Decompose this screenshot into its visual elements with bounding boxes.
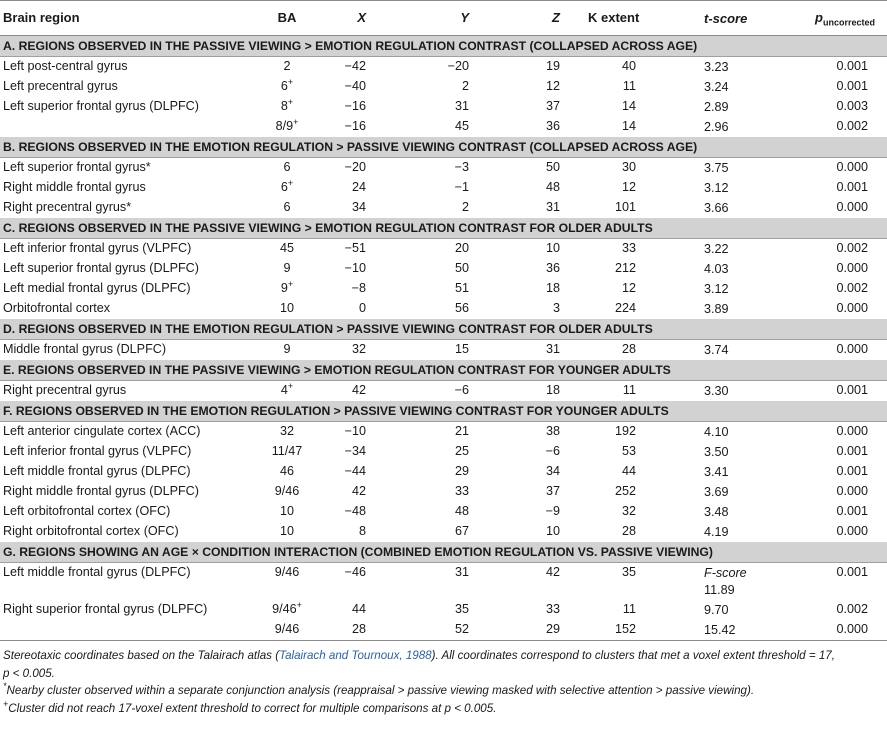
cell-ba-value: 2 (283, 59, 291, 73)
cell-y: 31 (454, 565, 469, 579)
cell-ba (250, 622, 324, 636)
table-row (0, 381, 887, 401)
cell-x: 42 (351, 383, 366, 397)
cell-score (704, 342, 764, 359)
cell-ba-value: 6 (280, 180, 288, 194)
cell-z: −6 (545, 444, 560, 458)
cell-ba (250, 200, 324, 214)
cell-p-value: 0.000 (836, 160, 868, 174)
cell-k-extent: 40 (621, 59, 636, 73)
cell-p-value: 0.001 (836, 383, 868, 397)
cell-z: 36 (545, 119, 560, 133)
cell-p-value: 0.001 (836, 504, 868, 518)
cell-ba (250, 278, 324, 295)
cell-k-extent: 53 (621, 444, 636, 458)
cell-score (704, 241, 764, 258)
cell-y: −20 (447, 59, 469, 73)
cell-z: 12 (545, 79, 560, 93)
cell-brain-region: Right orbitofrontal cortex (OFC) (3, 524, 179, 538)
cell-ba (250, 484, 324, 498)
cell-score-value: 11.89 (704, 583, 735, 597)
cell-score (704, 602, 764, 619)
table-row (0, 158, 887, 178)
cell-y: 21 (454, 424, 469, 438)
cell-x: −42 (344, 59, 366, 73)
cell-ba (250, 177, 324, 194)
cell-score-value: 2.89 (704, 100, 729, 114)
table-row (0, 259, 887, 279)
cell-ba-mark: + (287, 76, 294, 87)
cell-brain-region: Left inferior frontal gyrus (VLPFC) (3, 444, 192, 458)
cell-y: −1 (454, 180, 469, 194)
cell-y: 48 (454, 504, 469, 518)
cell-y: 25 (454, 444, 469, 458)
table-row (0, 462, 887, 482)
cell-p-value: 0.000 (836, 261, 868, 275)
cell-brain-region: Right precentral gyrus* (3, 200, 132, 214)
cell-score-value: 3.41 (704, 465, 729, 479)
cell-y: 33 (454, 484, 469, 498)
cell-ba-value: 8/9 (275, 119, 294, 133)
cell-ba (250, 464, 324, 478)
header-brain-region: Brain region (3, 10, 80, 25)
table-row (0, 340, 887, 360)
cell-y: 51 (454, 281, 469, 295)
cell-ba-value: 9 (283, 342, 291, 356)
header-y: Y (460, 10, 469, 25)
cell-brain-region: Left middle frontal gyrus (DLPFC) (3, 464, 191, 478)
cell-k-extent: 33 (621, 241, 636, 255)
cell-k-extent: 152 (614, 622, 636, 636)
note-coordinates-text-b: ). All coordinates correspond to clusters that met a voxel extent threshold = 17, (431, 649, 835, 662)
cell-x: −44 (344, 464, 366, 478)
note-plus (3, 700, 884, 718)
note-star-mark: * (3, 681, 7, 692)
cell-y: 50 (454, 261, 469, 275)
cell-z: 31 (545, 200, 560, 214)
cell-score-value: 3.22 (704, 242, 729, 256)
cell-x: −40 (344, 79, 366, 93)
cell-x: −48 (344, 504, 366, 518)
table-body (0, 36, 887, 640)
cell-p-value: 0.001 (836, 79, 868, 93)
cell-brain-region: Middle frontal gyrus (DLPFC) (3, 342, 167, 356)
cell-ba-mark: + (287, 177, 294, 188)
cell-y: 20 (454, 241, 469, 255)
cell-brain-region: Left precentral gyrus (3, 79, 118, 93)
cell-score-value: 3.89 (704, 302, 729, 316)
cell-ba (250, 599, 324, 616)
cell-p-value: 0.000 (836, 484, 868, 498)
cell-ba (250, 380, 324, 397)
cell-score-value: 3.50 (704, 445, 729, 459)
cell-score-value: 4.10 (704, 425, 729, 439)
cell-score-value: 3.12 (704, 282, 729, 296)
cell-k-extent: 32 (621, 504, 636, 518)
cell-z: 50 (545, 160, 560, 174)
cell-z: 48 (545, 180, 560, 194)
cell-brain-region: Left superior frontal gyrus (DLPFC) (3, 99, 199, 113)
cell-k-extent: 28 (621, 524, 636, 538)
cell-z: 10 (545, 524, 560, 538)
cell-ba-mark: + (287, 96, 294, 107)
cell-y: 35 (454, 602, 469, 616)
cell-k-extent: 14 (621, 119, 636, 133)
cell-score (704, 484, 764, 501)
cell-ba-value: 8 (280, 99, 288, 113)
header-k-extent: K extent (588, 10, 640, 25)
section-title: E. REGIONS OBSERVED IN THE PASSIVE VIEWING > EMOTION REGULATION CONTRAST FOR YOUNGER ADULTS (0, 360, 887, 381)
cell-brain-region: Left post-central gyrus (3, 59, 128, 73)
table-row (0, 77, 887, 97)
cell-y: 2 (461, 79, 469, 93)
cell-ba (250, 116, 324, 133)
cell-z: −9 (545, 504, 560, 518)
header-ba: BA (277, 10, 297, 25)
cell-ba-value: 9/46 (274, 484, 300, 498)
cell-y: −6 (454, 383, 469, 397)
note-citation-link[interactable]: Talairach and Tournoux, 1988 (279, 649, 432, 662)
cell-brain-region: Left medial frontal gyrus (DLPFC) (3, 281, 191, 295)
cell-score-value: 4.03 (704, 262, 729, 276)
cell-z: 38 (545, 424, 560, 438)
cell-z: 10 (545, 241, 560, 255)
cell-ba (250, 444, 324, 458)
section-title: D. REGIONS OBSERVED IN THE EMOTION REGULATION > PASSIVE VIEWING CONTRAST FOR OLDER ADULTS (0, 319, 887, 340)
cell-p-value: 0.001 (836, 59, 868, 73)
cell-score-label: F-score (704, 566, 747, 580)
cell-p-value: 0.002 (836, 281, 868, 295)
header-t-score-label: t-score (704, 11, 748, 26)
cell-k-extent: 252 (614, 484, 636, 498)
cell-y: 52 (454, 622, 469, 636)
table-row (0, 299, 887, 319)
cell-ba (250, 261, 324, 275)
cell-ba-mark: + (287, 380, 294, 391)
cell-z: 36 (545, 261, 560, 275)
table-row (0, 239, 887, 259)
cell-k-extent: 44 (621, 464, 636, 478)
cell-ba (250, 301, 324, 315)
cell-z: 19 (545, 59, 560, 73)
cell-score (704, 464, 764, 481)
table-row (0, 422, 887, 442)
cell-z: 37 (545, 99, 560, 113)
cell-score-value: 3.69 (704, 485, 729, 499)
cell-ba-value: 10 (279, 301, 294, 315)
cell-x: 8 (358, 524, 366, 538)
cell-score-value: 3.66 (704, 201, 729, 215)
cell-p-value: 0.001 (836, 464, 868, 478)
cell-brain-region: Left superior frontal gyrus (DLPFC) (3, 261, 199, 275)
note-plus-text: Cluster did not reach 17-voxel extent threshold to correct for multiple comparisons at p < 0.005. (8, 701, 497, 715)
cell-z: 18 (545, 383, 560, 397)
cell-ba-value: 9 (283, 261, 291, 275)
cell-ba-mark: + (293, 116, 299, 127)
table-row (0, 600, 887, 620)
cell-p-value: 0.000 (836, 524, 868, 538)
cell-score (704, 261, 764, 278)
cell-score-value: 3.75 (704, 161, 729, 175)
table-row (0, 279, 887, 299)
cell-ba-value: 6 (283, 160, 291, 174)
table-row (0, 522, 887, 542)
table-notes (0, 641, 887, 717)
section-title: A. REGIONS OBSERVED IN THE PASSIVE VIEWING > EMOTION REGULATION CONTRAST (COLLAPSED ACROSS AGE) (0, 36, 887, 57)
cell-z: 37 (545, 484, 560, 498)
cell-brain-region: Orbitofrontal cortex (3, 301, 111, 315)
note-threshold: p < 0.005. (3, 666, 55, 680)
cell-score-value: 3.24 (704, 80, 729, 94)
section-title: B. REGIONS OBSERVED IN THE EMOTION REGULATION > PASSIVE VIEWING CONTRAST (COLLAPSED ACROSS AGE) (0, 137, 887, 158)
cell-score-value: 3.74 (704, 343, 729, 357)
cell-ba-value: 6 (280, 79, 288, 93)
note-star (3, 682, 884, 700)
cell-score (704, 301, 764, 318)
cell-score-value: 9.70 (704, 603, 729, 617)
cell-ba (250, 160, 324, 174)
cell-ba (250, 76, 324, 93)
cell-ba (250, 424, 324, 438)
cell-brain-region: Right middle frontal gyrus (3, 180, 146, 194)
cell-x: −46 (344, 565, 366, 579)
cell-score (704, 524, 764, 541)
table-header (0, 0, 887, 36)
cell-k-extent: 11 (622, 79, 636, 93)
table-row (0, 117, 887, 137)
cell-score (704, 444, 764, 461)
cell-p-value: 0.001 (836, 444, 868, 458)
cell-ba-value: 9 (280, 281, 288, 295)
cell-score (704, 79, 764, 96)
cell-ba (250, 524, 324, 538)
cell-brain-region: Left orbitofrontal cortex (OFC) (3, 504, 171, 518)
cell-p-value: 0.001 (836, 180, 868, 194)
cell-ba-mark: + (296, 599, 302, 610)
header-z: Z (552, 10, 560, 25)
cell-score-value: 3.48 (704, 505, 729, 519)
cell-ba (250, 241, 324, 255)
table-row (0, 620, 887, 640)
section-title: G. REGIONS SHOWING AN AGE × CONDITION INTERACTION (COMBINED EMOTION REGULATION VS. PASSIVE VIEWING) (0, 542, 887, 563)
cell-x: −16 (344, 119, 366, 133)
cell-ba-mark: + (287, 278, 294, 289)
cell-ba-value: 10 (279, 524, 294, 538)
table-row (0, 57, 887, 77)
cell-score (704, 622, 764, 639)
note-star-text: Nearby cluster observed within a separate conjunction analysis (reappraisal > passive viewing masked with selective attention > passive viewing). (6, 684, 755, 697)
cell-p-value: 0.000 (836, 200, 868, 214)
cell-ba-value: 11/47 (271, 444, 303, 458)
section-title: F. REGIONS OBSERVED IN THE EMOTION REGULATION > PASSIVE VIEWING CONTRAST FOR YOUNGER ADULTS (0, 401, 887, 422)
cell-z: 18 (545, 281, 560, 295)
cell-x: 44 (351, 602, 366, 616)
cell-score (704, 160, 764, 177)
table-row (0, 563, 887, 600)
cell-score (704, 281, 764, 298)
cell-x: −20 (344, 160, 366, 174)
cell-x: 34 (351, 200, 366, 214)
cell-brain-region: Left anterior cingulate cortex (ACC) (3, 424, 201, 438)
cell-brain-region: Right precentral gyrus (3, 383, 127, 397)
cell-k-extent: 14 (621, 99, 636, 113)
header-p-subscript: uncorrected (822, 17, 875, 28)
cell-x: −8 (351, 281, 366, 295)
cell-y: 2 (461, 200, 469, 214)
cell-ba (250, 504, 324, 518)
cell-ba-value: 6 (283, 200, 291, 214)
cell-p-value: 0.002 (836, 602, 868, 616)
cell-x: 28 (351, 622, 366, 636)
cell-z: 3 (552, 301, 560, 315)
cell-score (704, 565, 764, 599)
cell-p-value: 0.002 (836, 119, 868, 133)
cell-brain-region: Left superior frontal gyrus* (3, 160, 151, 174)
cell-y: −3 (454, 160, 469, 174)
cell-p-value: 0.000 (836, 622, 868, 636)
cell-k-extent: 11 (622, 602, 636, 616)
cell-score (704, 424, 764, 441)
cell-x: −16 (344, 99, 366, 113)
cell-x: 42 (351, 484, 366, 498)
cell-k-extent: 35 (621, 565, 636, 579)
cell-k-extent: 192 (614, 424, 636, 438)
cell-k-extent: 28 (621, 342, 636, 356)
cell-p-value: 0.001 (836, 565, 868, 579)
cell-p-value: 0.002 (836, 241, 868, 255)
header-t-score (704, 10, 764, 27)
cell-x: 0 (358, 301, 366, 315)
cell-ba-value: 32 (279, 424, 294, 438)
table-row (0, 502, 887, 522)
cell-score-value: 4.19 (704, 525, 729, 539)
section-title: C. REGIONS OBSERVED IN THE PASSIVE VIEWING > EMOTION REGULATION CONTRAST FOR OLDER ADULTS (0, 218, 887, 239)
cell-brain-region: Left inferior frontal gyrus (VLPFC) (3, 241, 192, 255)
cell-ba-value: 9/46 (272, 602, 297, 616)
cell-ba (250, 59, 324, 73)
cell-x: 24 (351, 180, 366, 194)
header-x: X (357, 10, 366, 25)
cell-k-extent: 12 (621, 180, 636, 194)
cell-score (704, 180, 764, 197)
cell-ba (250, 342, 324, 356)
cell-y: 29 (454, 464, 469, 478)
cell-score (704, 383, 764, 400)
cell-y: 15 (454, 342, 469, 356)
cell-score (704, 200, 764, 217)
cell-p-value: 0.003 (836, 99, 868, 113)
cell-x: −10 (344, 424, 366, 438)
cell-k-extent: 224 (614, 301, 636, 315)
cell-p-value: 0.000 (836, 342, 868, 356)
cell-score (704, 504, 764, 521)
header-p-label: p (815, 10, 823, 25)
cell-brain-region: Left middle frontal gyrus (DLPFC) (3, 565, 191, 579)
cell-x: −10 (344, 261, 366, 275)
cell-ba-value: 10 (279, 504, 294, 518)
cell-k-extent: 12 (621, 281, 636, 295)
table-row (0, 442, 887, 462)
cell-score-value: 3.23 (704, 60, 729, 74)
note-coordinates (3, 647, 884, 665)
cell-ba (250, 96, 324, 113)
cell-k-extent: 30 (621, 160, 636, 174)
cell-ba (250, 565, 324, 579)
cell-k-extent: 101 (614, 200, 636, 214)
cell-score-value: 15.42 (704, 623, 736, 637)
cell-z: 33 (545, 602, 560, 616)
cell-z: 31 (545, 342, 560, 356)
cell-ba-value: 4 (280, 383, 288, 397)
table-row (0, 482, 887, 502)
table-row (0, 178, 887, 198)
cell-score (704, 59, 764, 76)
cell-score (704, 119, 764, 136)
cell-p-value: 0.000 (836, 301, 868, 315)
cell-z: 34 (545, 464, 560, 478)
cell-k-extent: 212 (614, 261, 636, 275)
cell-y: 31 (454, 99, 469, 113)
cell-ba-value: 45 (279, 241, 294, 255)
cell-z: 42 (545, 565, 560, 579)
cell-score-value: 3.12 (704, 181, 729, 195)
table-row (0, 97, 887, 117)
cell-x: −51 (344, 241, 366, 255)
cell-score-value: 2.96 (704, 120, 729, 134)
cell-y: 56 (454, 301, 469, 315)
cell-x: −34 (344, 444, 366, 458)
cell-x: 32 (351, 342, 366, 356)
cell-z: 29 (545, 622, 560, 636)
cell-score (704, 99, 764, 116)
cell-ba-value: 9/46 (274, 622, 300, 636)
cell-ba-value: 46 (279, 464, 294, 478)
cell-brain-region: Right middle frontal gyrus (DLPFC) (3, 484, 199, 498)
header-p-uncorrected (815, 10, 887, 28)
cell-ba-value: 9/46 (274, 565, 300, 579)
note-plus-mark: + (3, 698, 9, 709)
cell-y: 67 (454, 524, 469, 538)
table-row (0, 198, 887, 218)
cell-y: 45 (454, 119, 469, 133)
cell-p-value: 0.000 (836, 424, 868, 438)
cell-score-value: 3.30 (704, 384, 729, 398)
note-coordinates-text-a: Stereotaxic coordinates based on the Talairach atlas ( (3, 649, 280, 662)
cell-k-extent: 11 (622, 383, 636, 397)
cell-brain-region: Right superior frontal gyrus (DLPFC) (3, 602, 208, 616)
